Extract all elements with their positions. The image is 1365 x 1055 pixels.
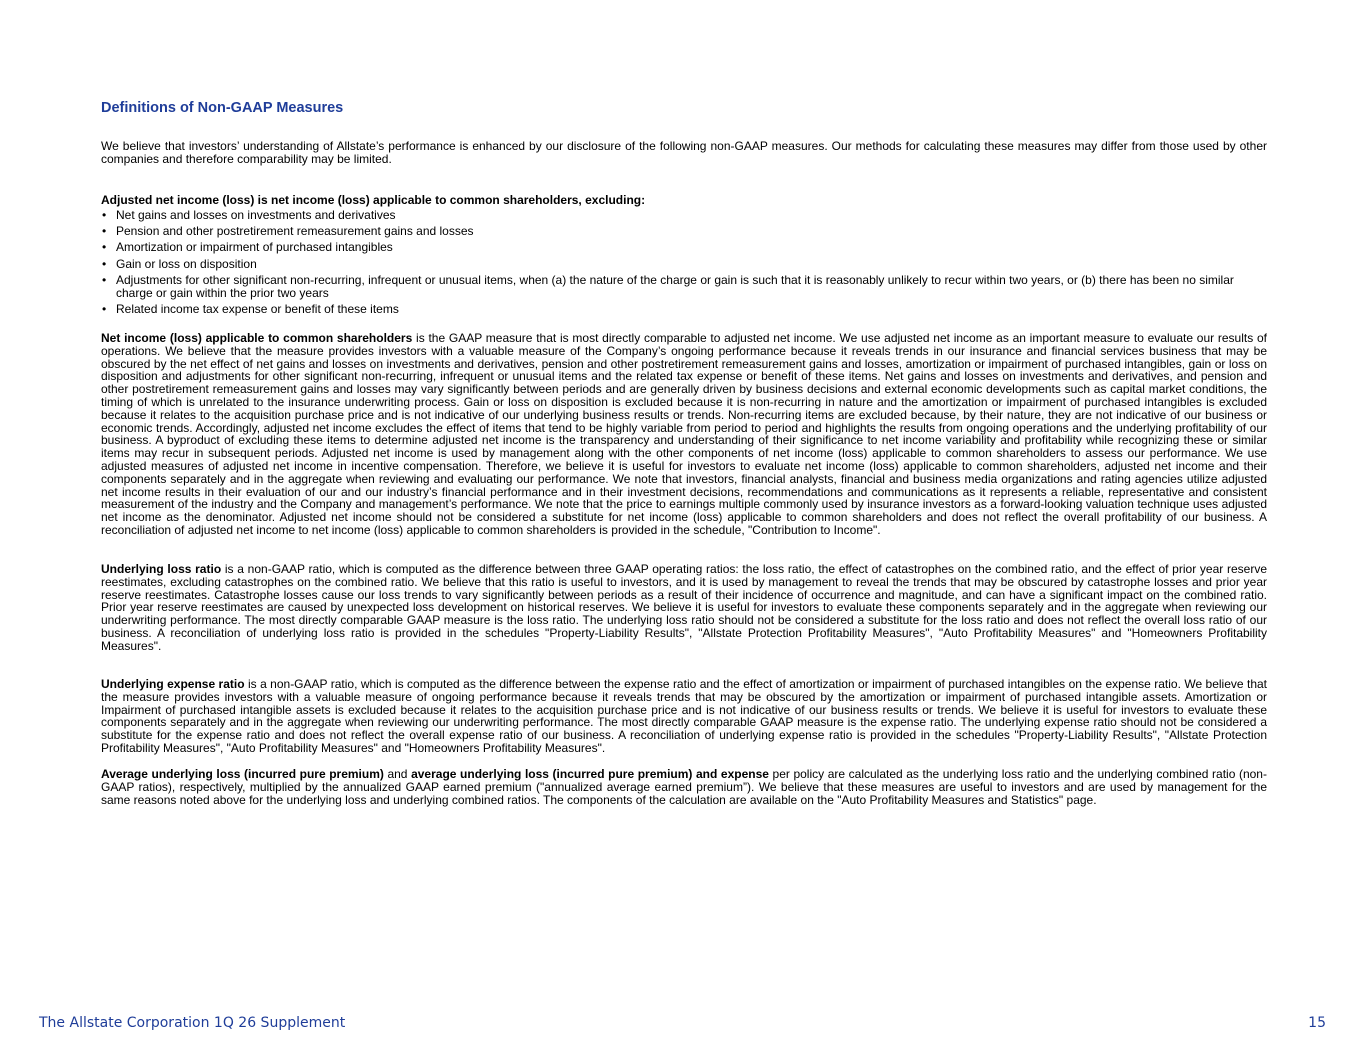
list-item [101,241,1267,254]
net-income-term: Net income (loss) applicable to common shareholders [101,331,413,345]
list-item [101,274,1267,300]
bullet-icon: • [102,256,107,271]
underlying-expense-ratio-paragraph [101,678,1267,755]
list-item-text: Adjustments for other significant non-recurring, infrequent or unusual items, when (a) the nature of the charge or gain is such that it is reasonably unlikely to recur within two years, or (b) there has been no similar charge or gain within the prior two years [116,272,1234,300]
list-item-text: Net gains and losses on investments and derivatives [116,208,396,222]
average-underlying-loss-expense-term: average underlying loss (incurred pure premium) and expense [411,767,769,781]
net-income-text: is the GAAP measure that is most directly comparable to adjusted net income. We use adjusted net income as an important measure to evaluate our results of operations. We believe that the measure provides investors with a valuable measure of the Company’s ongoing performance because it reveals trends in our insurance and financial services business that may be obscured by the net effect of net gains and losses on investments and derivatives, pension and other postretirement remeasurement gains and losses, amortization or impairment of purchased intangibles, gain or loss on disposition and adjustments for other significant non-recurring, infrequent or unusual items and the related tax expense or benefit of these items. Net gains and losses on investments and derivatives, and pension and other postretirement remeasurement gains and losses may vary significantly between periods and are generally driven by business decisions and external economic developments such as capital market conditions, the timing of which is unrelated to the insurance underwriting process. Gain or loss on disposition is excluded because it is non-recurring in nature and the amortization or impairment of purchased intangibles is excluded because it relates to the acquisition purchase price and is not indicative of our underlying business results or trends. Non-recurring items are excluded because, by their nature, they are not indicative of our business or economic trends. Accordingly, adjusted net income excludes the effect of items that tend to be highly variable from period to period and highlights the results from ongoing operations and the underlying profitability of our business. A byproduct of excluding these items to determine adjusted net income is the transparency and understanding of their significance to net income variability and profitability while recognizing these or similar items may recur in subsequent periods. Adjusted net income is used by management along with the other components of net income (loss) applicable to common shareholders to assess our performance. We use adjusted measures of adjusted net income in incentive compensation. Therefore, we believe it is useful for investors to evaluate net income (loss) applicable to common shareholders, adjusted net income and their components separately and in the aggregate when reviewing and evaluating our performance. We note that investors, financial analysts, financial and business media organizations and rating agencies utilize adjusted net income results in their evaluation of our and our industry’s financial performance and in their investment decisions, recommendations and communications as it represents a reliable, representative and consistent measurement of the industry and the Company and management’s performance. We note that the price to earnings multiple commonly used by insurance investors as a forward-looking valuation technique uses adjusted net income as the denominator. Adjusted net income should not be considered a substitute for net income (loss) applicable to common shareholders and does not reflect the overall profitability of our business. A reconciliation of adjusted net income to net income (loss) applicable to common shareholders is provided in the schedule, "Contribution to Income". [101,331,1267,537]
bullet-icon: • [102,240,107,255]
underlying-loss-ratio-text: is a non-GAAP ratio, which is computed as the difference between three GAAP operating ratios: the loss ratio, the effect of catastrophes on the combined ratio, and the effect of prior year reserve reestimates, excluding catastrophes on the combined ratio. We believe that this ratio is useful to investors, and it is used by management to reveal the trends that may be obscured by catastrophe losses and prior year reserve reestimates. Catastrophe losses cause our loss trends to vary significantly between periods as a result of their incidence of occurrence and magnitude, and can have a significant impact on the combined ratio. Prior year reserve reestimates are caused by unexpected loss development on historical reserves. We believe it is useful for investors to evaluate these components separately and in the aggregate when reviewing our underwriting performance. The most directly comparable GAAP measure is the loss ratio. The underlying loss ratio should not be considered a substitute for the loss ratio and does not reflect the overall loss ratio of our business. A reconciliation of underlying loss ratio is provided in the schedules "Property-Liability Results", "Allstate Protection Profitability Measures", "Auto Profitability Measures" and "Homeowners Profitability Measures". [101,562,1268,653]
average-underlying-loss-paragraph [101,768,1267,806]
list-item [101,303,1267,316]
adjusted-net-income-exclusions-list [101,209,1267,319]
underlying-expense-ratio-term: Underlying expense ratio [101,677,245,691]
footer-document-title: The Allstate Corporation 1Q 26 Supplement [39,1015,346,1031]
list-item [101,209,1267,222]
bullet-icon: • [102,208,107,222]
bullet-icon: • [102,301,107,316]
footer-page-number: 15 [1308,1015,1326,1031]
intro-paragraph: We believe that investors’ understanding of Allstate’s performance is enhanced by our disclosure of the following non-GAAP measures. Our methods for calculating these measures may differ from those used by other companies and therefore comparability may be limited. [101,139,1267,166]
average-underlying-loss-joiner: and [383,767,412,781]
list-item [101,258,1267,271]
underlying-expense-ratio-text: is a non-GAAP ratio, which is computed as the difference between the expense ratio and the effect of amortization or impairment of purchased intangibles on the expense ratio. We believe that the measure provides investors with a valuable measure of ongoing performance because it reveals trends that may be obscured by the amortization or impairment of purchased intangible assets. Amortization or Impairment of purchased intangible assets is excluded because it relates to the acquisition purchase price and is not indicative of our business results or trends. We believe it is useful for investors to evaluate these components separately and in the aggregate when reviewing our underwriting performance. The most directly comparable GAAP measure is the expense ratio. The underlying expense ratio should not be considered a substitute for the expense ratio and does not reflect the overall expense ratio of our business. A reconciliation of underlying expense ratio is provided in the schedules "Property-Liability Results", "Allstate Protection Profitability Measures", "Auto Profitability Measures" and "Homeowners Profitability Measures". [101,677,1268,755]
list-item-text: Related income tax expense or benefit of these items [116,301,399,316]
list-item-text: Gain or loss on disposition [116,256,257,271]
page-title: Definitions of Non-GAAP Measures [101,100,344,116]
list-item-text: Pension and other postretirement remeasurement gains and losses [116,224,474,239]
net-income-paragraph [101,332,1267,537]
average-underlying-loss-term: Average underlying loss (incurred pure premium) [101,767,384,781]
adjusted-net-income-heading: Adjusted net income (loss) is net income (loss) applicable to common shareholders, excluding: [101,193,646,207]
underlying-loss-ratio-term: Underlying loss ratio [101,562,222,576]
average-underlying-loss-text: per policy are calculated as the underlying loss ratio and the underlying combined ratio (non-GAAP ratios), respectively, multiplied by the annualized GAAP earned premium ("annualized average earned premium”). We believe that these measures are useful to investors and are used by management for the same reasons noted above for the underlying loss and underlying combined ratios. The components of the calculation are available on the "Auto Profitability Measures and Statistics" page. [101,767,1267,807]
bullet-icon: • [102,224,107,239]
list-item [101,225,1267,238]
bullet-icon: • [102,272,107,287]
list-item-text: Amortization or impairment of purchased intangibles [116,240,393,255]
underlying-loss-ratio-paragraph [101,563,1267,653]
